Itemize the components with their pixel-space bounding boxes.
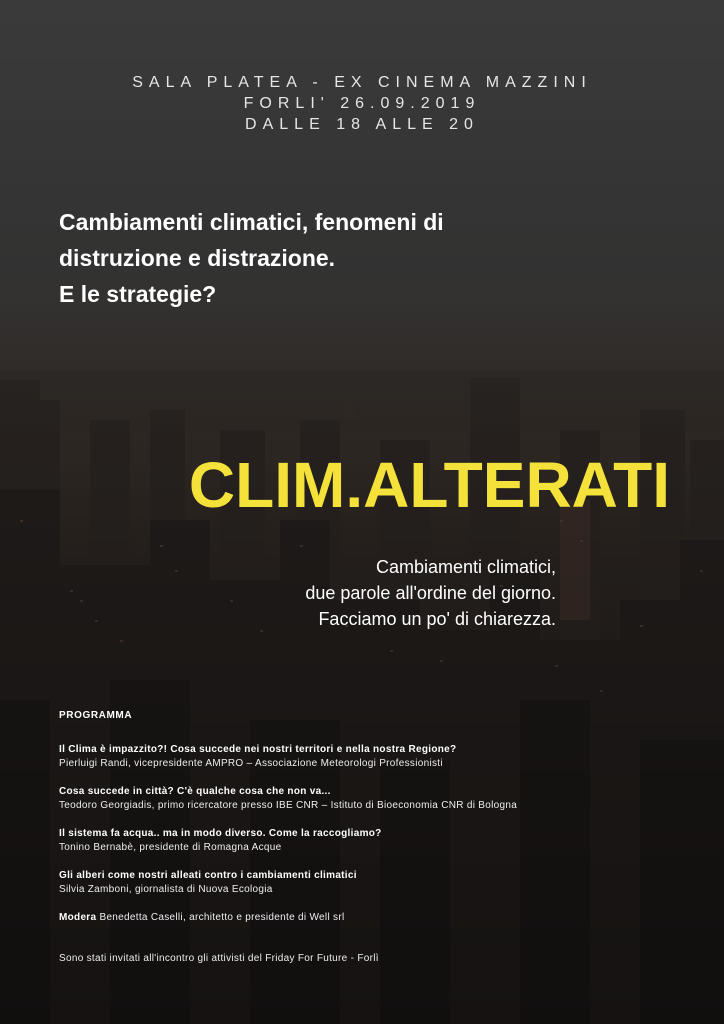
moderator-label: Modera — [59, 912, 97, 923]
program-title: PROGRAMMA — [59, 710, 133, 721]
program-item — [59, 827, 679, 855]
program-section — [59, 709, 679, 966]
talk-title: Gli alberi come nostri alleati contro i cambiamenti climatici — [59, 870, 357, 881]
talk-title: Il sistema fa acqua.. ma in modo diverso. Come la raccogliamo? — [59, 828, 382, 839]
event-brand-title: CLIM.ALTERATI — [188, 449, 670, 521]
tagline-line-2: due parole all'ordine del giorno. — [305, 583, 556, 603]
venue-name: SALA PLATEA - EX CINEMA MAZZINI — [132, 74, 592, 91]
headline — [59, 204, 619, 312]
program-item — [59, 869, 679, 897]
moderator-name: Benedetta Caselli, architetto e presidente di Well srl — [99, 912, 345, 923]
headline-line-2: distruzione e distrazione. — [59, 245, 336, 271]
headline-line-1: Cambiamenti climatici, fenomeni di — [59, 209, 444, 235]
talk-speaker: Tonino Bernabè, presidente di Romagna Acque — [59, 842, 282, 853]
event-date: FORLI' 26.09.2019 — [243, 95, 481, 112]
program-item — [59, 743, 679, 771]
talk-speaker: Silvia Zamboni, giornalista di Nuova Ecologia — [59, 884, 273, 895]
invitation-note: Sono stati invitati all'incontro gli attivisti del Friday For Future - Forlì — [59, 953, 379, 964]
tagline-line-3: Facciamo un po' di chiarezza. — [318, 609, 556, 629]
event-time: DALLE 18 ALLE 20 — [245, 116, 479, 133]
talk-title: Cosa succede in città? C'è qualche cosa che non va... — [59, 786, 331, 797]
tagline-line-1: Cambiamenti climatici, — [375, 557, 556, 577]
talk-title: Il Clima è impazzito?! Cosa succede nei nostri territori e nella nostra Regione? — [59, 744, 457, 755]
moderator-line — [59, 911, 679, 925]
program-item — [59, 785, 679, 813]
tagline — [0, 554, 556, 632]
talk-speaker: Teodoro Georgiadis, primo ricercatore presso IBE CNR – Istituto di Bioeconomia CNR di Bologna — [59, 800, 518, 811]
headline-line-3: E le strategie? — [59, 281, 217, 307]
event-venue-date — [0, 72, 724, 135]
talk-speaker: Pierluigi Randi, vicepresidente AMPRO – Associazione Meteorologi Professionisti — [59, 758, 443, 769]
